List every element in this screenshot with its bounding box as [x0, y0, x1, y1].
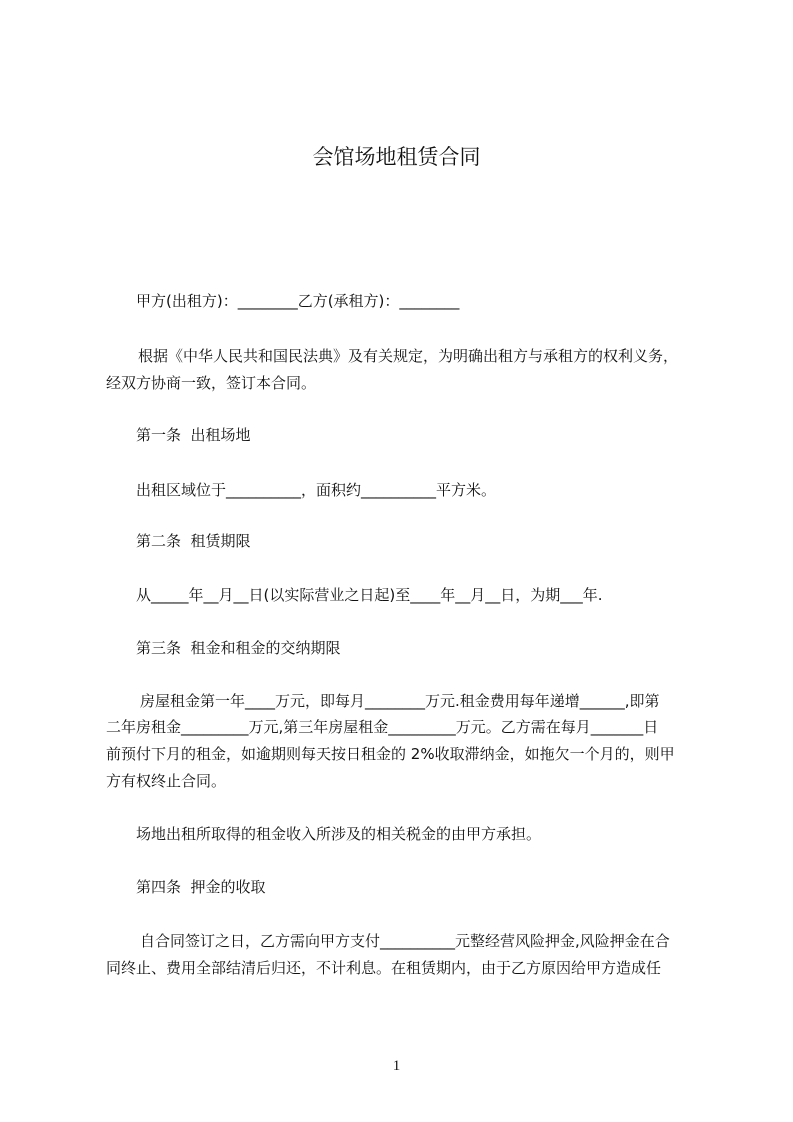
article1-line-1: 出租区域位于__________，面积约__________平方米。 — [136, 481, 497, 499]
article4-line-1: 自合同签订之日，乙方需向甲方支付__________元整经营风险押金,风险押金在合 — [140, 932, 670, 950]
preamble-line-2: 经双方协商一致，签订本合同。 — [106, 374, 317, 392]
article3-line-4: 方有权终止合同。 — [106, 772, 227, 790]
article4-line-2: 同终止、费用全部结清后归还，不计利息。在租赁期内，由于乙方原因给甲方造成任 — [106, 959, 662, 977]
article3-line-3: 前预付下月的租金，如逾期则每天按日租金的 2%收取滞纳金，如拖欠一个月的，则甲 — [106, 745, 675, 763]
article4-heading: 第四条 押金的收取 — [136, 878, 266, 896]
parties-line: 甲方(出租方)：________乙方(承租方)：________ — [136, 292, 460, 310]
article2-line-1: 从_____年__月__日(以实际营业之日起)至____年__月__日，为期___年. — [136, 586, 603, 604]
page-number: 1 — [392, 1058, 401, 1074]
article2-heading: 第二条 租赁期限 — [136, 532, 251, 550]
article3-tax-line: 场地出租所取得的租金收入所涉及的相关税金的由甲方承担。 — [136, 825, 542, 843]
article3-heading: 第三条 租金和租金的交纳期限 — [136, 639, 341, 657]
document-title: 会馆场地租赁合同 — [312, 145, 481, 169]
article1-heading: 第一条 出租场地 — [136, 426, 251, 444]
preamble-line-1: 根据《中华人民共和国民法典》及有关规定，为明确出租方与承租方的权利义务， — [138, 347, 679, 365]
article3-line-1: 房屋租金第一年____万元，即每月________万元.租金费用每年递增______,即第 — [140, 692, 660, 710]
article3-line-2: 二年房租金_________万元,第三年房屋租金_________万元。乙方需在每月_______日 — [106, 718, 659, 736]
